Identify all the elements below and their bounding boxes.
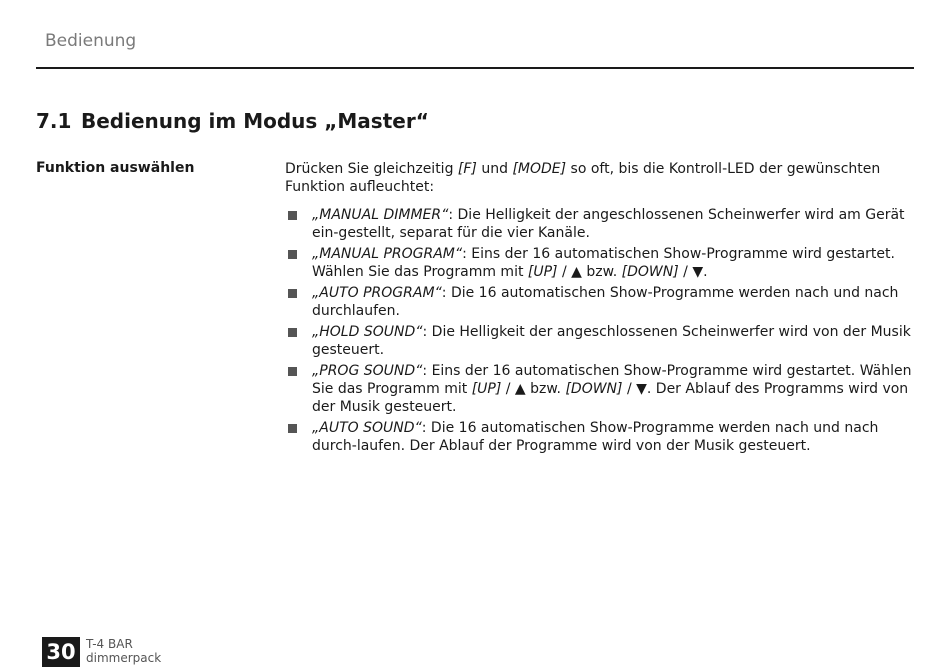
list-item xyxy=(285,362,913,416)
footer-model xyxy=(86,637,161,665)
model-name: T-4 BAR xyxy=(86,637,133,651)
key-up: [UP] xyxy=(527,264,558,280)
function-description: : Die Helligkeit der angeschlossenen Scheinwerfer wird von der Musik gesteuert. xyxy=(312,324,911,358)
key-up: [UP] xyxy=(471,381,502,397)
bullet-square-icon xyxy=(288,250,297,259)
function-description: : Die 16 automatischen Show-Programme werden nach und nach durchlaufen. xyxy=(312,285,899,319)
list-item xyxy=(285,245,913,281)
key-f: [F] xyxy=(457,161,477,177)
function-name: „AUTO SOUND“ xyxy=(312,420,422,436)
function-name: „AUTO PROGRAM“ xyxy=(312,285,442,301)
intro-paragraph xyxy=(285,160,913,196)
function-description: : Eins der 16 automatischen Show-Programme wird gestartet. Wählen Sie das Programm mit xyxy=(312,363,912,397)
header-rule xyxy=(36,67,914,69)
list-item xyxy=(285,419,913,455)
function-description: : Die 16 automatischen Show-Programme werden nach und nach durch-laufen. Der Ablauf der Programme wird von der Musik gesteuert. xyxy=(312,420,879,454)
content xyxy=(285,160,913,458)
section-number: 7.1 xyxy=(36,109,72,133)
list-item xyxy=(285,206,913,242)
running-head: Bedienung xyxy=(45,31,137,51)
side-label: Funktion auswählen xyxy=(36,160,195,176)
list-item xyxy=(285,284,913,320)
bullet-square-icon xyxy=(288,328,297,337)
key-mode: [MODE] xyxy=(512,161,567,177)
intro-text: so oft, bis die Kontroll-LED der gewünschten Funktion aufleuchtet: xyxy=(285,161,881,195)
function-description: / ▼. Der Ablauf des Programms wird von der Musik gesteuert. xyxy=(312,381,909,415)
page-number: 30 xyxy=(42,637,80,667)
function-name: „MANUAL PROGRAM“ xyxy=(312,246,463,262)
function-name: „PROG SOUND“ xyxy=(312,363,423,379)
section-title: Bedienung im Modus „Master“ xyxy=(81,109,429,133)
list-item xyxy=(285,323,913,359)
function-description: : Die Helligkeit der angeschlossenen Scheinwerfer wird am Gerät ein-gestellt, separat für die vier Kanäle. xyxy=(312,207,905,241)
model-type: dimmerpack xyxy=(86,651,162,665)
function-name: „MANUAL DIMMER“ xyxy=(312,207,449,223)
function-description: : Eins der 16 automatischen Show-Programme wird gestartet. Wählen Sie das Programm mit xyxy=(312,246,895,280)
function-description: / ▲ bzw. xyxy=(501,381,566,397)
bullet-square-icon xyxy=(288,289,297,298)
key-down: [DOWN] xyxy=(621,264,679,280)
function-name: „HOLD SOUND“ xyxy=(312,324,423,340)
section-heading xyxy=(36,109,429,133)
intro-text: Drücken Sie gleichzeitig xyxy=(285,161,458,177)
key-down: [DOWN] xyxy=(565,381,623,397)
function-description: / ▲ bzw. xyxy=(557,264,622,280)
bullet-square-icon xyxy=(288,367,297,376)
bullet-square-icon xyxy=(288,211,297,220)
function-description: / ▼. xyxy=(678,264,708,280)
intro-text: und xyxy=(476,161,513,177)
bullet-square-icon xyxy=(288,424,297,433)
function-list xyxy=(285,206,913,455)
